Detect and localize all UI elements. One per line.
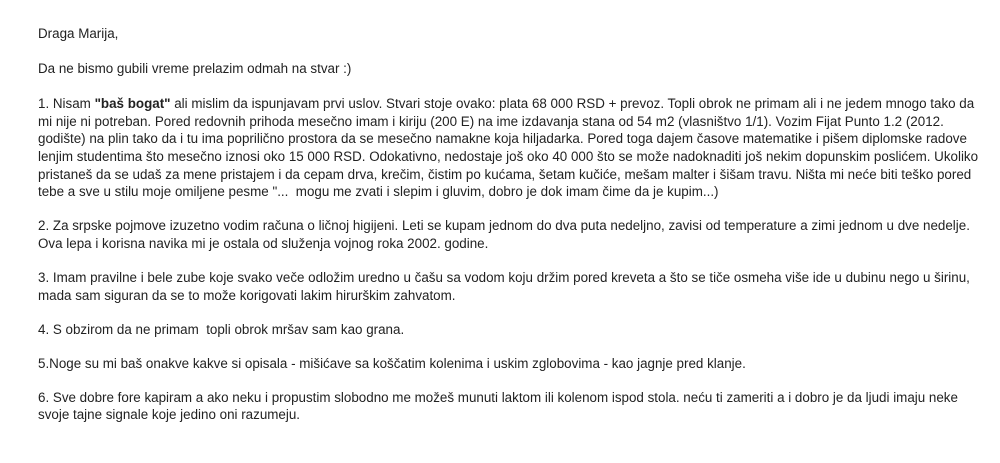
paragraph-1 bbox=[38, 95, 988, 201]
paragraph-2: 2. Za srpske pojmove izuzetno vodim računa o ličnoj higijeni. Leti se kupam jednom do dva puta nedeljno, zavisi od temperature a zimi jednom u dve nedelje. Ova lepa i korisna navika mi je ostala od služenja vojnog roka 2002. godine. bbox=[38, 218, 974, 251]
paragraph-1-bold: "baš bogat" bbox=[94, 96, 171, 112]
letter-body bbox=[38, 25, 988, 441]
paragraph-4: 4. S obzirom da ne primam topli obrok mršav sam kao grana. bbox=[38, 321, 405, 337]
paragraph-1-rest: ali mislim da ispunjavam prvi uslov. Stvari stoje ovako: plata 68 000 RSD + prevoz. Topli obrok ne primam ali i ne jedem mnogo tako da mi nije ni potreban. Pored redovnih prihoda mesečno imam i kiriju (200 E) na ime izdavanja stana od 54 m2 (vlasništvo 1/1). Vozim Fijat Punto 1.2 (2012. godište) na plin tako da i tu ima poprilično prostora da se mesečno namakne koja hiljadarka. Pored toga dajem časove matematike i pišem diplomske radove lenjim studentima što mesečno iznosi oko 15 000 RSD. Odokativno, nedostaje još oko 40 000 što se može nadoknaditi još nekim dopunskim poslićem. Ukoliko pristaneš da se udaš za mene pristajem i da cepam drva, krečim, čistim po kućama, šetam kučiće, mešam malter i šišam travu. Ništa mi neće biti teško pored tebe a sve u stilu moje omiljene pesme "... mogu me zvati i slepim i gluvim, dobro je dok imam čime da je kupim...) bbox=[38, 96, 982, 200]
paragraph-6: 6. Sve dobre fore kapiram a ako neku i propustim slobodno me možeš munuti laktom ili kolenom ispod stola. neću ti zameriti a i dobro je da ljudi imaju neke svoje tajne signale koje jedino oni razumeju. bbox=[38, 389, 962, 423]
paragraph-5: 5.Noge su mi baš onakve kakve si opisala - mišićave sa koščatim kolenima i uskim zglobovima - kao jagnje pred klanje. bbox=[38, 355, 746, 371]
intro-line: Da ne bismo gubili vreme prelazim odmah na stvar :) bbox=[38, 61, 352, 77]
greeting: Draga Marija, bbox=[38, 26, 119, 41]
paragraph-1-start: 1. Nisam bbox=[38, 96, 95, 112]
paragraph-3: 3. Imam pravilne i bele zube koje svako veče odložim uredno u čašu sa vodom koju držim pored kreveta a što se tiče osmeha više ide u dubinu nego u širinu, mada sam siguran da se to može korigovati lakim hirurškim zahvatom. bbox=[38, 269, 974, 303]
